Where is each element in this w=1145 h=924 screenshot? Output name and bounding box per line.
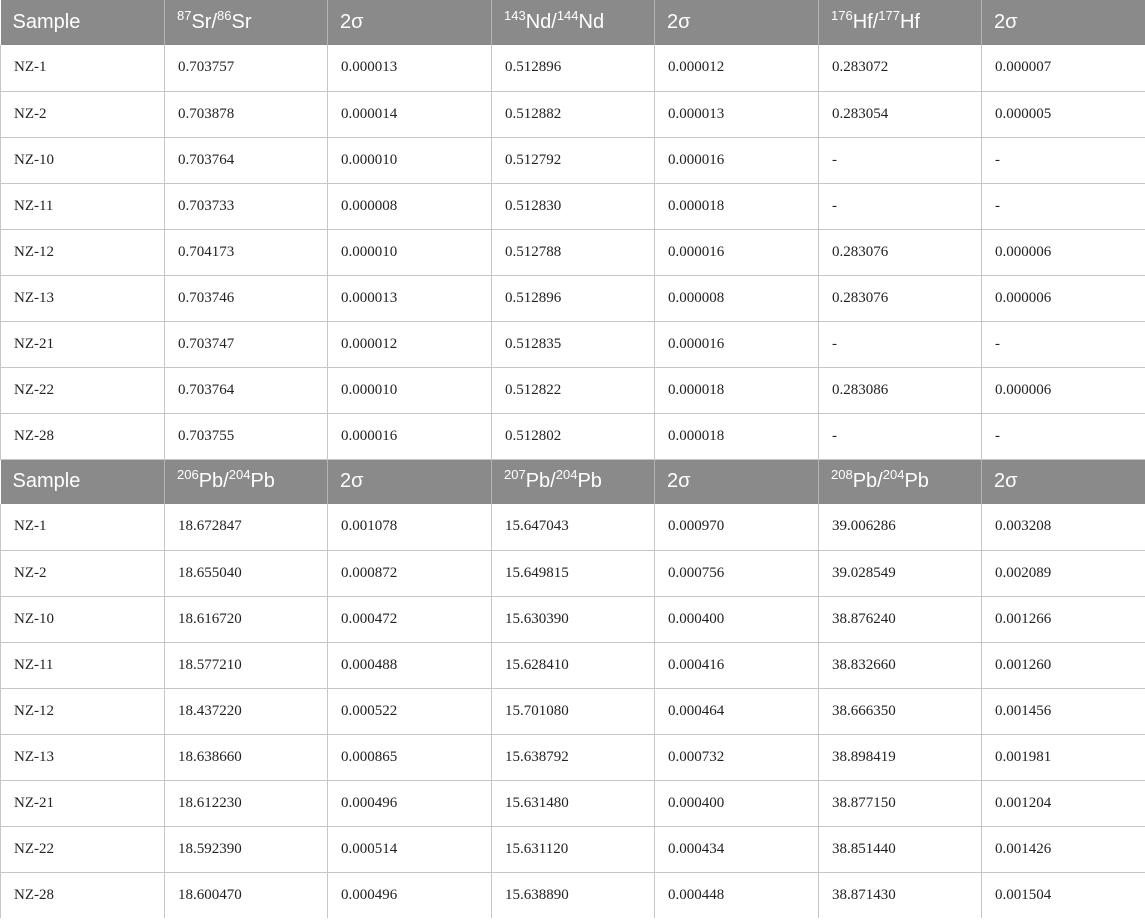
value-cell: 0.000016 [655, 229, 819, 275]
value-cell: 18.672847 [165, 504, 328, 550]
table-row [1, 872, 1145, 918]
value-cell: 0.283072 [819, 45, 982, 91]
value-cell: 0.001504 [982, 872, 1145, 918]
sample-id-cell: NZ-11 [1, 642, 165, 688]
value-cell: 15.631480 [492, 780, 655, 826]
value-cell: 38.877150 [819, 780, 982, 826]
value-cell: 38.666350 [819, 688, 982, 734]
value-cell: 0.000016 [655, 137, 819, 183]
table-row [1, 642, 1145, 688]
value-cell: 15.638792 [492, 734, 655, 780]
value-cell: 18.638660 [165, 734, 328, 780]
value-cell: 0.000464 [655, 688, 819, 734]
value-cell: 0.001266 [982, 596, 1145, 642]
value-cell: 0.512882 [492, 91, 655, 137]
table-row [1, 550, 1145, 596]
value-cell: 0.000400 [655, 780, 819, 826]
value-cell: 18.616720 [165, 596, 328, 642]
header-label: 2σ [340, 11, 364, 33]
value-cell: 0.000007 [982, 45, 1145, 91]
sample-id-cell: NZ-1 [1, 504, 165, 550]
isotope-mass-superscript: 208 [831, 467, 853, 483]
value-cell: 0.703746 [165, 275, 328, 321]
sample-id-cell: NZ-21 [1, 321, 165, 367]
table-row [1, 229, 1145, 275]
sample-id-cell: NZ-28 [1, 872, 165, 918]
value-cell: 0.283086 [819, 367, 982, 413]
column-header [655, 0, 819, 45]
value-cell: 0.000018 [655, 367, 819, 413]
header-row-sr-nd-hf [1, 0, 1145, 45]
value-cell: 0.512802 [492, 413, 655, 459]
sample-id-cell: NZ-10 [1, 137, 165, 183]
value-cell: 15.631120 [492, 826, 655, 872]
value-cell: 0.703878 [165, 91, 328, 137]
value-cell: 0.000008 [655, 275, 819, 321]
table-row [1, 183, 1145, 229]
value-cell: 0.002089 [982, 550, 1145, 596]
isotope-mass-superscript: 204 [228, 467, 251, 483]
sample-id-cell: NZ-13 [1, 275, 165, 321]
value-cell: 0.000013 [328, 275, 492, 321]
value-cell: 0.000008 [328, 183, 492, 229]
value-cell: 0.000013 [328, 45, 492, 91]
value-cell: 0.000416 [655, 642, 819, 688]
value-cell: 0.000016 [655, 321, 819, 367]
value-cell: 15.647043 [492, 504, 655, 550]
header-label: Pb/ [525, 470, 556, 493]
value-cell: - [982, 413, 1145, 459]
value-cell: 0.001204 [982, 780, 1145, 826]
value-cell: - [819, 413, 982, 459]
value-cell: 0.001260 [982, 642, 1145, 688]
isotope-mass-superscript: 86 [217, 8, 232, 23]
column-header [1, 459, 165, 504]
isotope-mass-superscript: 176 [831, 8, 853, 23]
header-label: Sr/ [191, 11, 218, 33]
value-cell: 0.000005 [982, 91, 1145, 137]
header-label-element: Pb [577, 470, 602, 493]
value-cell: 0.000010 [328, 137, 492, 183]
table-row [1, 780, 1145, 826]
value-cell: 0.000400 [655, 596, 819, 642]
value-cell: 0.000756 [655, 550, 819, 596]
table-body [1, 0, 1145, 918]
value-cell: 0.000006 [982, 229, 1145, 275]
value-cell: 0.512896 [492, 45, 655, 91]
value-cell: 15.628410 [492, 642, 655, 688]
isotope-mass-superscript: 206 [177, 467, 199, 483]
sample-id-cell: NZ-22 [1, 826, 165, 872]
column-header [492, 0, 655, 45]
value-cell: 0.512792 [492, 137, 655, 183]
value-cell: 0.000522 [328, 688, 492, 734]
value-cell: 39.006286 [819, 504, 982, 550]
value-cell: - [982, 321, 1145, 367]
table-row [1, 413, 1145, 459]
value-cell: 0.000010 [328, 229, 492, 275]
value-cell: 0.001981 [982, 734, 1145, 780]
value-cell: 0.000434 [655, 826, 819, 872]
value-cell: 0.000010 [328, 367, 492, 413]
value-cell: 0.704173 [165, 229, 328, 275]
column-header [819, 0, 982, 45]
value-cell: 0.283054 [819, 91, 982, 137]
table-row [1, 275, 1145, 321]
header-label-element: Hf [899, 11, 920, 33]
value-cell: 38.832660 [819, 642, 982, 688]
sample-id-cell: NZ-28 [1, 413, 165, 459]
header-label: 2σ [994, 11, 1018, 33]
table-row [1, 137, 1145, 183]
sample-id-cell: NZ-12 [1, 688, 165, 734]
header-label-element: Sr [231, 11, 252, 33]
value-cell: 0.000496 [328, 872, 492, 918]
sample-id-cell: NZ-2 [1, 550, 165, 596]
value-cell: 18.577210 [165, 642, 328, 688]
value-cell: 15.638890 [492, 872, 655, 918]
header-label: Sample [12, 470, 81, 493]
value-cell: 0.000014 [328, 91, 492, 137]
value-cell: 38.871430 [819, 872, 982, 918]
value-cell: 0.000006 [982, 275, 1145, 321]
header-label: 2σ [340, 470, 364, 493]
value-cell: 0.283076 [819, 275, 982, 321]
value-cell: 0.703733 [165, 183, 328, 229]
value-cell: 39.028549 [819, 550, 982, 596]
header-label: Sample [12, 11, 81, 33]
column-header [165, 0, 328, 45]
header-label: Nd/ [525, 11, 557, 33]
value-cell: 0.703764 [165, 367, 328, 413]
value-cell: 0.000970 [655, 504, 819, 550]
column-header [982, 459, 1145, 504]
value-cell: 0.000488 [328, 642, 492, 688]
value-cell: 0.000012 [655, 45, 819, 91]
value-cell: 0.000018 [655, 183, 819, 229]
value-cell: 0.001456 [982, 688, 1145, 734]
table-row [1, 91, 1145, 137]
value-cell: 15.701080 [492, 688, 655, 734]
value-cell: 0.703757 [165, 45, 328, 91]
table-row [1, 45, 1145, 91]
isotope-mass-superscript: 87 [177, 8, 192, 23]
column-header [819, 459, 982, 504]
value-cell: 0.000016 [328, 413, 492, 459]
value-cell: - [982, 137, 1145, 183]
value-cell: 0.703755 [165, 413, 328, 459]
value-cell: 0.512788 [492, 229, 655, 275]
table-row [1, 596, 1145, 642]
header-label: 2σ [994, 470, 1018, 493]
header-label: Pb/ [852, 470, 883, 493]
isotope-mass-superscript: 177 [878, 8, 900, 23]
header-label: Pb/ [198, 470, 229, 493]
table-row [1, 734, 1145, 780]
value-cell: 0.000872 [328, 550, 492, 596]
isotope-mass-superscript: 207 [504, 467, 526, 483]
value-cell: 0.000448 [655, 872, 819, 918]
header-label-element: Nd [578, 11, 605, 33]
value-cell: 18.437220 [165, 688, 328, 734]
header-row-pb [1, 459, 1145, 504]
value-cell: 18.612230 [165, 780, 328, 826]
value-cell: 0.000732 [655, 734, 819, 780]
value-cell: 0.000472 [328, 596, 492, 642]
value-cell: 0.283076 [819, 229, 982, 275]
value-cell: 0.703764 [165, 137, 328, 183]
header-label: Hf/ [852, 11, 879, 33]
value-cell: 0.512835 [492, 321, 655, 367]
value-cell: 0.000013 [655, 91, 819, 137]
sample-id-cell: NZ-21 [1, 780, 165, 826]
column-header [328, 459, 492, 504]
sample-id-cell: NZ-22 [1, 367, 165, 413]
value-cell: 15.630390 [492, 596, 655, 642]
value-cell: 18.600470 [165, 872, 328, 918]
table-row [1, 688, 1145, 734]
sample-id-cell: NZ-13 [1, 734, 165, 780]
value-cell: 0.000865 [328, 734, 492, 780]
value-cell: 0.512830 [492, 183, 655, 229]
value-cell: - [819, 183, 982, 229]
table-row [1, 504, 1145, 550]
header-label: 2σ [667, 470, 691, 493]
isotope-mass-superscript: 204 [555, 467, 578, 483]
value-cell: 0.001426 [982, 826, 1145, 872]
isotope-mass-superscript: 143 [504, 8, 526, 23]
header-label: 2σ [667, 11, 691, 33]
value-cell: 38.898419 [819, 734, 982, 780]
header-label-element: Pb [250, 470, 275, 493]
value-cell: 0.000018 [655, 413, 819, 459]
sample-id-cell: NZ-2 [1, 91, 165, 137]
value-cell: - [819, 321, 982, 367]
value-cell: 0.000006 [982, 367, 1145, 413]
value-cell: - [819, 137, 982, 183]
column-header [1, 0, 165, 45]
value-cell: 18.592390 [165, 826, 328, 872]
column-header [165, 459, 328, 504]
value-cell: 0.000514 [328, 826, 492, 872]
value-cell: 0.703747 [165, 321, 328, 367]
isotope-mass-superscript: 204 [882, 467, 905, 483]
column-header [982, 0, 1145, 45]
value-cell: 0.001078 [328, 504, 492, 550]
column-header [655, 459, 819, 504]
table-row [1, 826, 1145, 872]
value-cell: 0.512896 [492, 275, 655, 321]
value-cell: 0.512822 [492, 367, 655, 413]
header-label-element: Pb [904, 470, 929, 493]
sample-id-cell: NZ-12 [1, 229, 165, 275]
table-row [1, 367, 1145, 413]
column-header [328, 0, 492, 45]
value-cell: 18.655040 [165, 550, 328, 596]
column-header [492, 459, 655, 504]
sample-id-cell: NZ-1 [1, 45, 165, 91]
value-cell: - [982, 183, 1145, 229]
value-cell: 0.000496 [328, 780, 492, 826]
isotope-mass-superscript: 144 [556, 8, 579, 23]
value-cell: 38.876240 [819, 596, 982, 642]
value-cell: 15.649815 [492, 550, 655, 596]
sample-id-cell: NZ-10 [1, 596, 165, 642]
sample-id-cell: NZ-11 [1, 183, 165, 229]
value-cell: 0.000012 [328, 321, 492, 367]
value-cell: 0.003208 [982, 504, 1145, 550]
value-cell: 38.851440 [819, 826, 982, 872]
table-row [1, 321, 1145, 367]
